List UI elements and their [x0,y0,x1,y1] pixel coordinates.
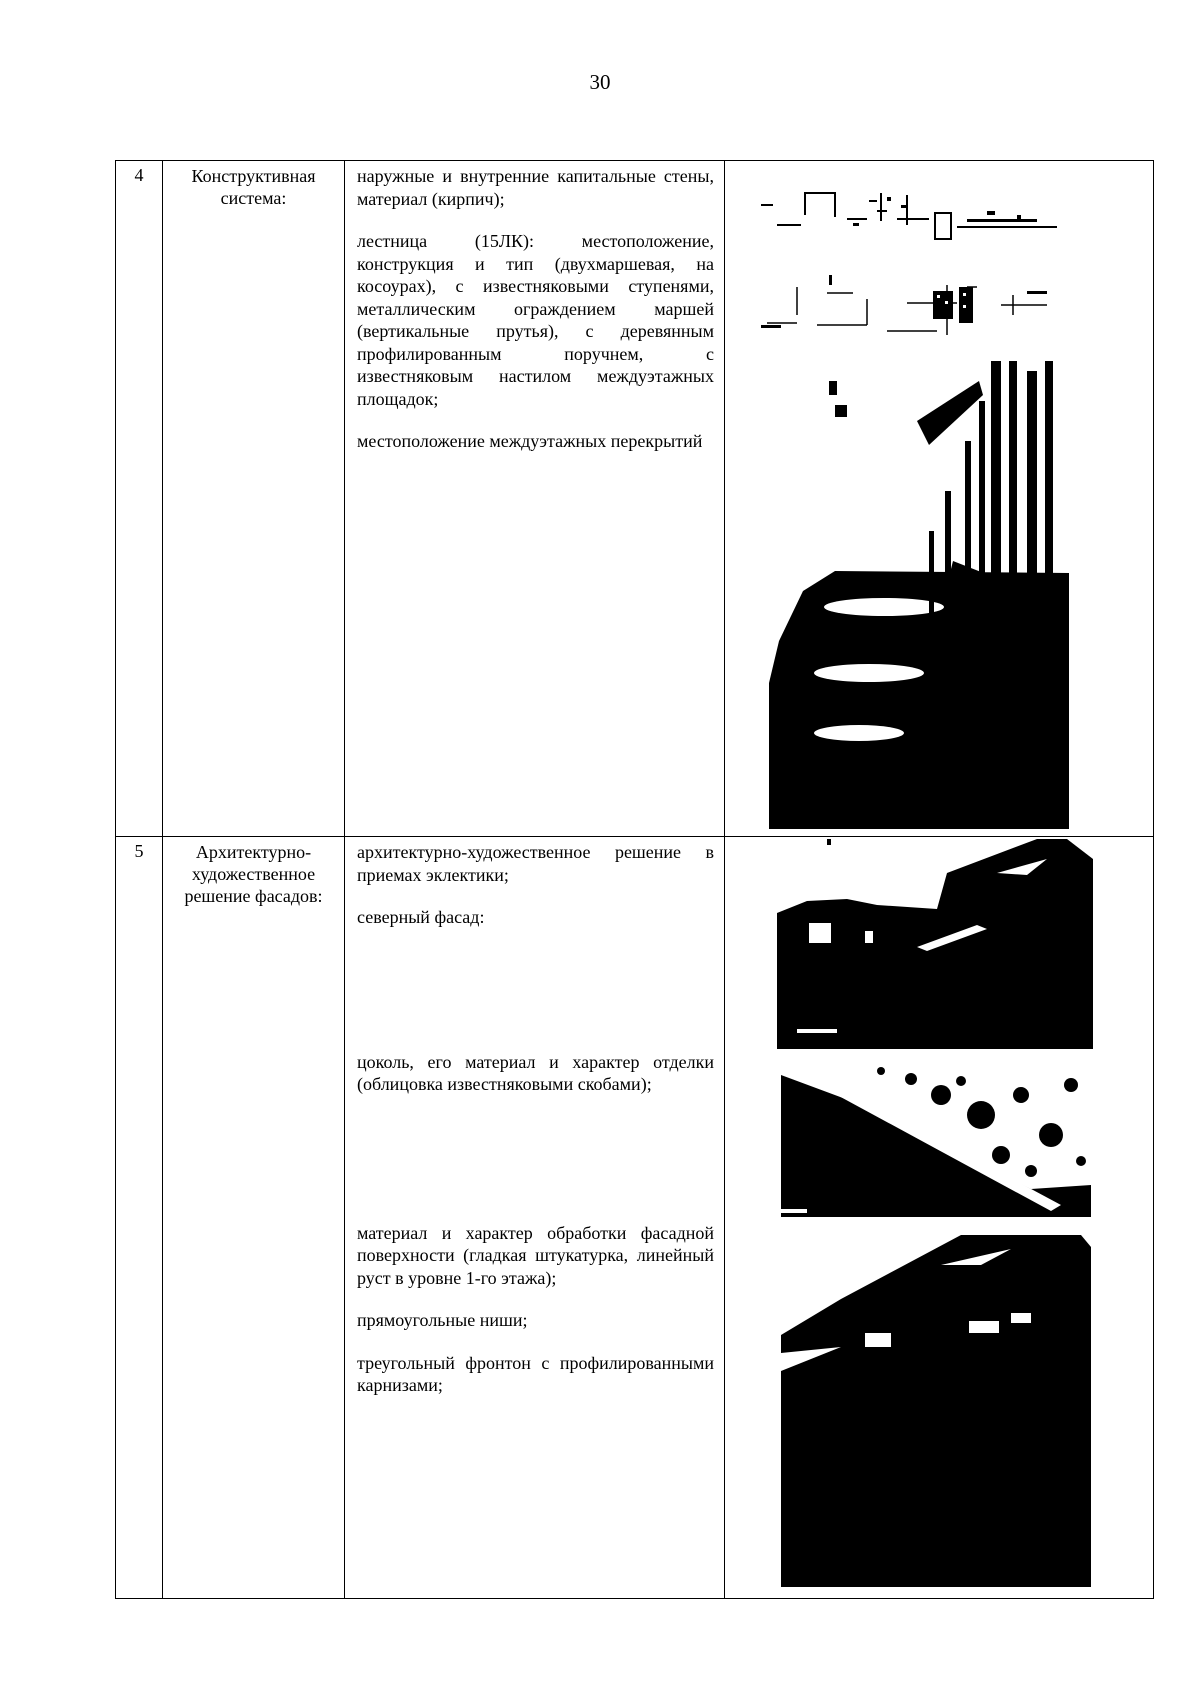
paragraph-plinth: цоколь, его материал и характер отделки (облицовка известняковыми скобами); [357,1051,714,1094]
paragraph-pediment: треугольный фронтон с профилированными карнизами; [357,1352,714,1395]
paragraph-style: архитектурно-художественное решение в приемах эклектики; [357,842,714,885]
row-photos [725,837,1154,1599]
paragraph-surface: материал и характер обработки фасадной поверхности (гладкая штукатурка, линейный руст в уровне 1-го этажа); [357,1222,714,1288]
north-facade-photo [777,839,1093,1049]
row-label: Конструктивная система: [163,161,345,837]
floor-plan-image [757,175,1107,345]
table-row [116,161,1154,837]
monument-description-table [115,160,1154,1599]
paragraph-walls: наружные и внутренние капитальные стены, материал (кирпич); [357,166,714,209]
row-description [345,837,725,1599]
row-description [345,161,725,837]
row-label: Архитектурно-художественное решение фасадов: [163,837,345,1599]
paragraph-niches: прямоугольные ниши; [357,1310,528,1330]
page-number: 30 [589,70,611,94]
row-number: 5 [116,837,163,1599]
table-row [116,837,1154,1599]
paragraph-floors: местоположение междуэтажных перекрытий [357,431,703,451]
staircase-photo [769,361,1121,829]
facade-surface-photo [781,1235,1091,1587]
row-photos [725,161,1154,837]
paragraph-staircase: лестница (15ЛК): местоположение, конструкция и тип (двухмаршевая, на косоурах), с известняковыми ступенями, металлическим ограждением маршей (вертикальные прутья), с деревянным профилированным поручнем, с известняковым настилом междуэтажных площадок; [357,231,714,409]
plinth-photo [781,1065,1091,1217]
row-number: 4 [116,161,163,837]
paragraph-north-facade: северный фасад: [357,907,485,927]
